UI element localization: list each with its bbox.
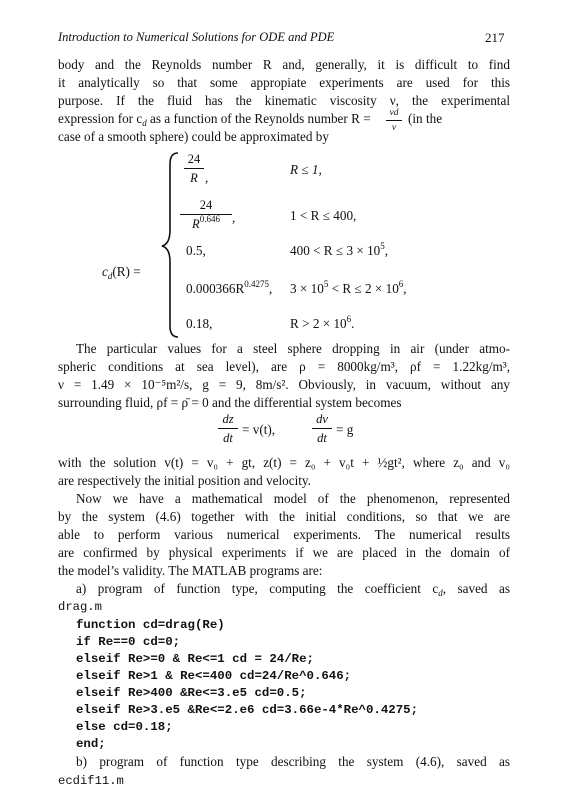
ode-eq2-rhs: = g [336,422,354,437]
code-line: else cd=0.18; [76,720,173,734]
case1-comma: , [205,170,209,185]
code-line: if Re==0 cd=0; [76,635,181,649]
code-line: elseif Re>400 &Re<=3.e5 cd=0.5; [76,686,307,700]
para3-line1: with the solution v(t) = v₀ + gt, z(t) = z₀ + v₀t + ½gt², where z₀ and v₀ [58,455,510,470]
code-line: elseif Re>1 & Re<=400 cd=24/Re^0.646; [76,669,352,683]
page-number: 217 [485,30,505,45]
code-line: elseif Re>3.e5 &Re<=2.e6 cd=3.66e-4*Re^0.4275; [76,703,419,717]
left-brace [158,150,182,340]
reynolds-fraction: vd ν [386,108,402,133]
para2-line4: surrounding fluid, ρf = ρ̄ = 0 and the differential system becomes [58,395,402,410]
para1-line4-tail: (in the [408,111,443,126]
ode-dz-dt: dz dt [218,412,238,445]
code-line: function cd=drag(Re) [76,618,225,632]
case3-condition: $400 < R \le 3 \times 10^5$, [290,241,389,258]
ode-eq1-rhs: = v(t), [242,422,276,437]
para4-line5: the model’s validity. The MATLAB programs are: [58,563,323,578]
case4-value: $0.000366R^{0.4275}$, [186,279,273,296]
case3-value: 0.5, [186,243,206,258]
code-line: end; [76,737,106,751]
para4-line1: Now we have a mathematical model of the phenomenon, represented [76,491,510,506]
case1-condition: R ≤ 1, [290,162,322,177]
para1-line4: expression for $c_d$ as a function of the Reynolds number R = [58,111,371,128]
para4-line3: able to perform various numerical experiments. The numerical results [58,527,510,542]
para1-line2: it analytically so that some appropiate experiments are used for this [58,75,510,90]
piecewise-lhs: $c_d(R)$ = [102,264,141,281]
para4-line2: by the system (4.6) together with the initial conditions, so that we are [58,509,510,524]
item-a-filename: drag.m [58,600,102,614]
para4-line4: are confirmed by physical experiments if we are placed in the domain of [58,545,510,560]
item-b-text: b) program of function type describing the system (4.6), saved as [76,754,510,769]
para1-line1: body and the Reynolds number R and, generally, it is difficult to find [58,57,510,72]
para1-line5: case of a smooth sphere) could be approximated by [58,129,329,144]
case5-condition: $R > 2 \times 10^6$. [290,314,355,331]
case1-fraction: 24 R [184,152,204,185]
running-header: Introduction to Numerical Solutions for ODE and PDE [58,30,335,44]
ode-dv-dt: dv dt [312,412,332,445]
item-a-text: a) program of function type, computing the coefficient $c_d$, saved as [76,581,510,598]
case2-fraction: 24 $R^{0.646}$ [180,198,232,231]
case2-comma: , [232,210,236,225]
case2-condition: 1 < R ≤ 400, [290,208,357,223]
para2-line2: spheric conditions at sea level), are ρ = 8000kg/m³, ρf = 1.22kg/m³, [58,359,510,374]
para3-line2: are respectively the initial position and velocity. [58,473,311,488]
code-line: elseif Re>=0 & Re<=1 cd = 24/Re; [76,652,314,666]
case4-condition: $3 \times 10^5 < R \le 2 \times 10^6$, [290,279,407,296]
item-b-filename: ecdif11.m [58,774,124,788]
para1-line3: purpose. If the fluid has the kinematic viscosity ν, the experimental [58,93,510,108]
para2-line3: ν = 1.49 × 10⁻⁵m²/s, g = 9, 8m/s². Obviously, in vacuum, without any [58,377,510,392]
case5-value: 0.18, [186,316,213,331]
para2-line1: The particular values for a steel sphere dropping in air (under atmo- [76,341,510,356]
